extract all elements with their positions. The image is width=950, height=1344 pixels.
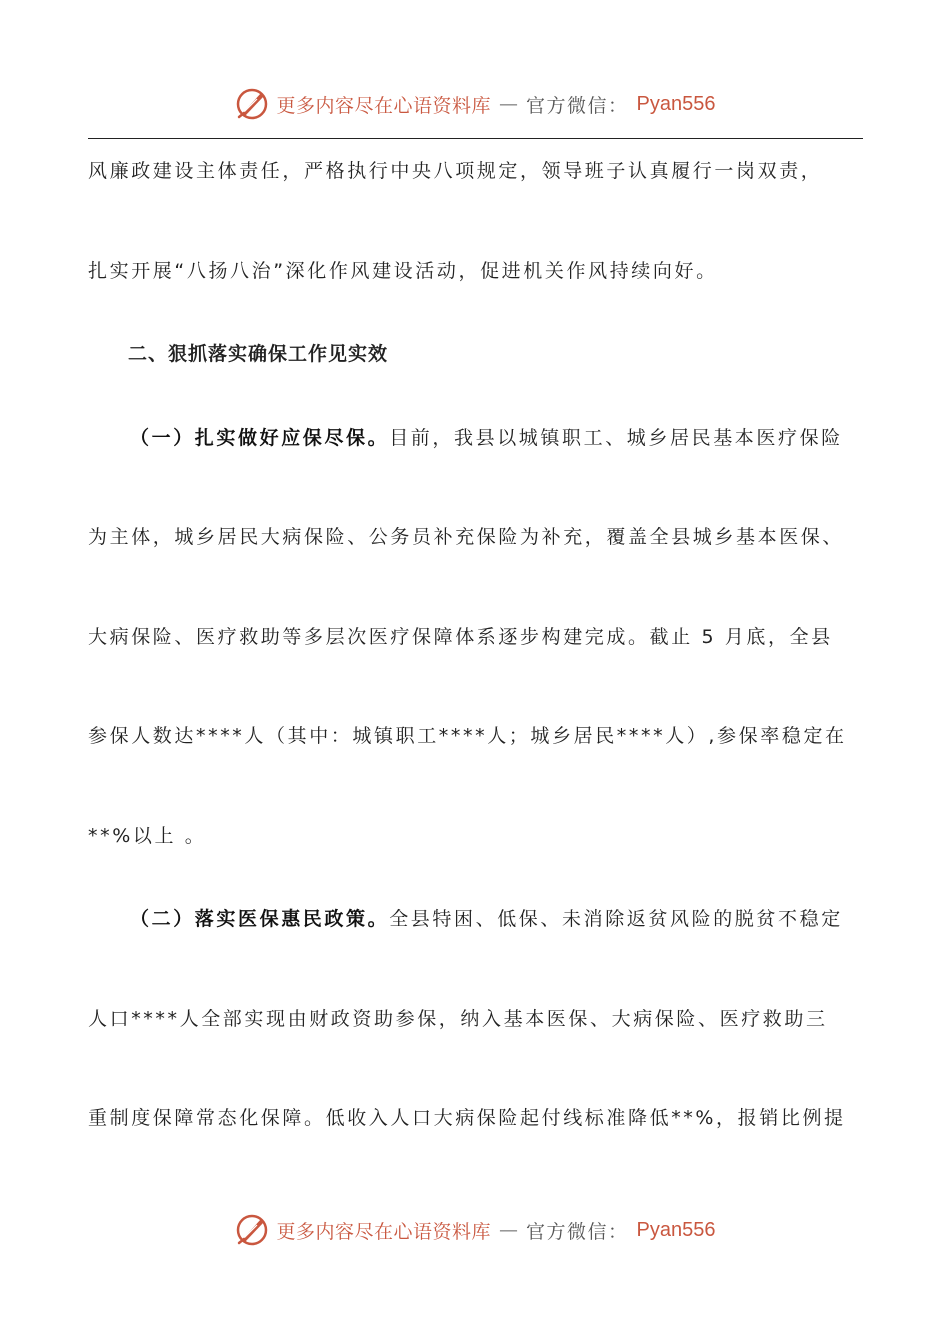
paragraph-line: 大病保险、医疗救助等多层次医疗保障体系逐步构建完成。截止 5 月底，全县 bbox=[88, 626, 833, 648]
paragraph-line bbox=[130, 906, 870, 932]
quill-logo-icon bbox=[235, 1213, 269, 1247]
footer-watermark bbox=[0, 1210, 950, 1250]
watermark-brand: 官方微信： bbox=[526, 1220, 629, 1243]
paragraph-line bbox=[130, 425, 870, 451]
paragraph-line: 人口****人全部实现由财政资助参保，纳入基本医保、大病保险、医疗救助三 bbox=[88, 1008, 828, 1030]
paragraph-line: 扎实开展“八扬八治”深化作风建设活动，促进机关作风持续向好。 bbox=[88, 260, 718, 282]
paragraph-line: 风廉政建设主体责任，严格执行中央八项规定，领导班子认真履行一岗双责， bbox=[88, 160, 823, 182]
watermark-id: Pyan556 bbox=[636, 1218, 716, 1241]
item-text: 全县特困、低保、未消除返贫风险的脱贫不稳定 bbox=[389, 908, 843, 930]
paragraph-line: 重制度保障常态化保障。低收入人口大病保险起付线标准降低**%，报销比例提 bbox=[88, 1107, 846, 1129]
header-divider bbox=[88, 138, 863, 139]
watermark-separator: — bbox=[499, 93, 519, 115]
header-watermark bbox=[0, 84, 950, 124]
watermark-brand: 官方微信： bbox=[526, 94, 629, 117]
item-text: 目前，我县以城镇职工、城乡居民基本医疗保险 bbox=[389, 427, 843, 449]
watermark-id: Pyan556 bbox=[636, 92, 716, 115]
paragraph-line: 参保人数达****人（其中：城镇职工****人；城乡居民****人）,参保率稳定在 bbox=[88, 725, 847, 747]
paragraph-line: 为主体，城乡居民大病保险、公务员补充保险为补充，覆盖全县城乡基本医保、 bbox=[88, 526, 845, 548]
watermark-separator: — bbox=[499, 1219, 519, 1241]
watermark-text: 更多内容尽在心语资料库 bbox=[276, 94, 492, 117]
section-heading: 二、狠抓落实确保工作见实效 bbox=[128, 343, 389, 365]
quill-logo-icon bbox=[235, 87, 269, 121]
watermark-text: 更多内容尽在心语资料库 bbox=[276, 1220, 492, 1243]
paragraph-line: **%以上 。 bbox=[88, 825, 207, 847]
item-title: （二）落实医保惠民政策。 bbox=[130, 908, 390, 930]
item-title: （一）扎实做好应保尽保。 bbox=[130, 427, 390, 449]
